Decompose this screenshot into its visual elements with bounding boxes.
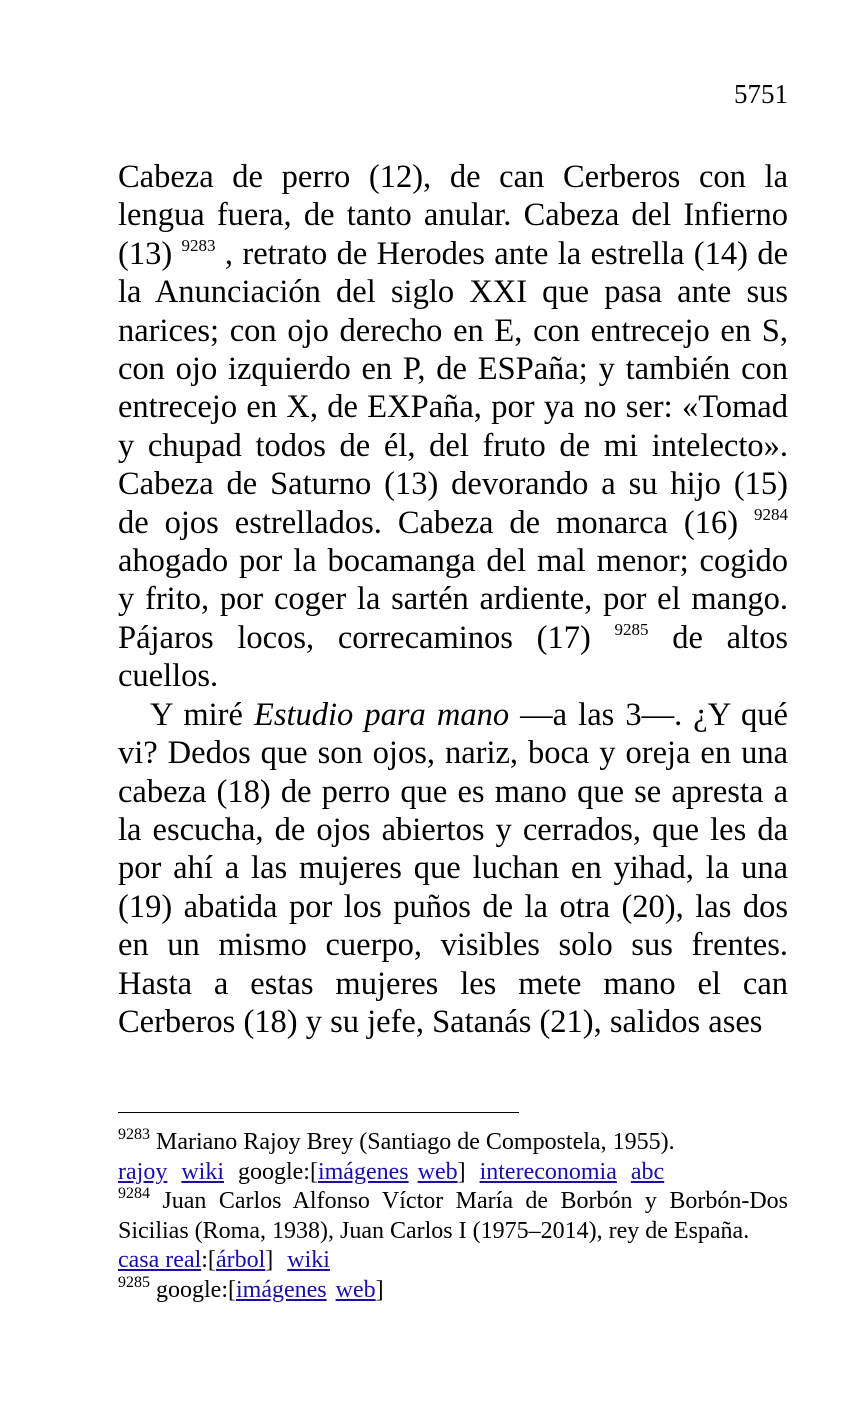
google-prefix: google:[	[237, 1158, 318, 1185]
footnote-9285	[118, 1273, 788, 1306]
link-intereconomia[interactable]: intereconomia	[479, 1158, 617, 1185]
link-imagenes[interactable]: imágenes	[235, 1276, 327, 1303]
footnote-9284	[118, 1187, 788, 1276]
main-text	[118, 158, 788, 1041]
footnote-ref-9283[interactable]: 9283	[181, 235, 216, 255]
footnotes	[118, 1128, 788, 1305]
link-rajoy[interactable]: rajoy	[118, 1158, 168, 1185]
link-web[interactable]: web	[417, 1158, 458, 1185]
footnote-number: 9285	[118, 1273, 150, 1291]
footnote-text: google:[	[150, 1276, 236, 1303]
link-imagenes[interactable]: imágenes	[317, 1158, 409, 1185]
text-run: ahogado por la bocamanga del mal menor; cogido y frito, por coger la sartén ardiente, por el mango. Pájaros locos, correcaminos (17)	[118, 543, 788, 656]
footnote-ref-9285[interactable]: 9285	[614, 619, 649, 639]
link-arbol[interactable]: árbol	[215, 1247, 266, 1273]
text-run: , retrato de Herodes ante la estrella (14) de la Anunciación del siglo XXI que pasa ante sus narices; con ojo derecho en E, con entrecejo en S, con ojo izquierdo en P, de ESPaña; y también con entrecejo en X, de EXPaña, por ya no ser: «Tomad y chupad todos de él, del fruto de mi intelecto». Cabeza de Saturno (13) devorando a su hijo (15) de ojos estrellados. Cabeza de monarca (16)	[118, 235, 788, 541]
text-run: de altos cuellos.	[118, 619, 788, 695]
paragraph-2	[118, 696, 788, 1042]
google-suffix: ]	[457, 1158, 466, 1185]
link-casa-real[interactable]: casa real	[118, 1247, 202, 1273]
text-run: —a las 3—. ¿Y qué vi? Dedos que son ojos, nariz, boca y oreja en una cabeza (18) de perro que es mano que se apresta a la escucha, de ojos abiertos y cerrados, que les da por ahí a las mujeres que luchan en yihad, la una (19) abatida por los puños de la otra (20), las dos en un mismo cuerpo, visibles solo sus frentes. Hasta a estas mujeres les mete mano el can Cerberos (18) y su jefe, Satanás (21), salidos ases	[118, 696, 788, 1040]
text-run: Y miré	[150, 696, 254, 733]
text-run: Cabeza de perro (12), de can Cerberos con la lengua fuera, de tanto anular. Cabeza del Infierno (13)	[118, 159, 788, 272]
separator-open: :[	[201, 1247, 216, 1273]
google-suffix: ]	[375, 1276, 384, 1303]
link-wiki[interactable]: wiki	[287, 1247, 330, 1273]
artwork-title: Estudio para mano	[253, 696, 510, 733]
footnote-text: Mariano Rajoy Brey (Santiago de Compostela, 1955).	[150, 1129, 675, 1155]
separator-close: ]	[265, 1247, 274, 1273]
footnote-9283	[118, 1128, 788, 1187]
footnote-separator	[118, 1112, 519, 1113]
paragraph-1	[118, 158, 788, 696]
footnote-number: 9284	[118, 1185, 150, 1202]
link-abc[interactable]: abc	[630, 1158, 665, 1185]
link-web[interactable]: web	[335, 1276, 376, 1303]
footnote-number: 9283	[118, 1126, 150, 1143]
page-number: 5751	[734, 79, 788, 109]
footnote-text: Juan Carlos Alfonso Víctor María de Borbón y Borbón-Dos Sicilias (Roma, 1938), Juan Carlos I (1975–2014), rey de España.	[118, 1188, 788, 1244]
footnote-ref-9284[interactable]: 9284	[754, 504, 788, 524]
link-wiki[interactable]: wiki	[181, 1158, 224, 1185]
